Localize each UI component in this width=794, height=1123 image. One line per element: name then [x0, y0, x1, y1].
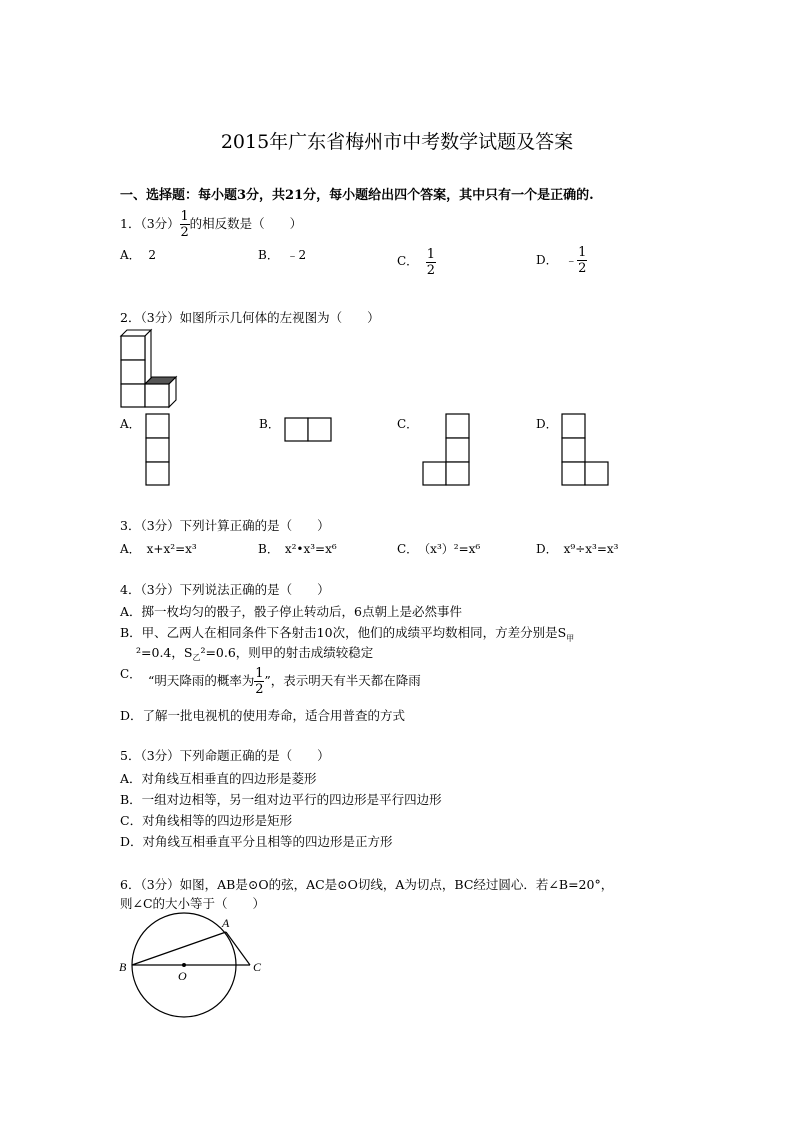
question-2-option-d: D． [536, 417, 558, 431]
circle-diagram [116, 915, 276, 1015]
label-b: B [119, 960, 127, 974]
question-3-option-d: D． x⁹÷x³=x³ [536, 542, 619, 556]
option-text: ²=0.6，则甲的射击成绩较稳定 [200, 645, 374, 660]
option-label: C． [397, 254, 419, 268]
question-5-option-c: C．对角线相等的四边形是矩形 [120, 813, 293, 828]
fraction-denominator: 2 [426, 263, 435, 278]
cube-front [121, 336, 145, 360]
question-6-line1: 6．（3分）如图，AB是⊙O的弦，AC是⊙O切线，A为切点，BC经过圆心．若∠B=20°， [120, 877, 614, 892]
fraction-denominator: 2 [255, 682, 264, 697]
fraction-denominator: 2 [180, 225, 189, 240]
cube-front [121, 384, 145, 407]
question-1-option-c [397, 246, 436, 277]
option-label: D． [536, 253, 558, 267]
fraction-numerator: 1 [180, 209, 189, 224]
question-4: 4．（3分）下列说法正确的是（ ） [120, 582, 330, 597]
question-5-option-b: B．一组对边相等，另一组对边平行的四边形是平行四边形 [120, 792, 442, 807]
question-6-line2: 则∠C的大小等于（ ） [120, 896, 266, 911]
question-2: 2．（3分）如图所示几何体的左视图为（ ） [120, 310, 380, 325]
option-text: ”，表示明天有半天都在降雨 [264, 673, 421, 688]
chord-ab [132, 932, 226, 965]
fraction-denominator: 2 [578, 261, 587, 276]
option-text: “明天降雨的概率为 [148, 673, 255, 688]
question-4-option-a: A．掷一枚均匀的骰子，骰子停止转动后，6点朝上是必然事件 [120, 604, 462, 619]
center-point [182, 963, 186, 967]
option-sign: ﹣ [565, 253, 578, 267]
question-2-option-c: C． [397, 417, 419, 431]
question-5-option-d: D．对角线互相垂直平分且相等的四边形是正方形 [120, 834, 393, 849]
view-option-a [146, 414, 170, 486]
subscript: 甲 [566, 634, 575, 643]
subscript: 乙 [192, 653, 201, 662]
fraction-numerator: 1 [578, 245, 587, 260]
question-1-suffix: 的相反数是（ ） [189, 216, 303, 231]
fraction-numerator: 1 [426, 247, 435, 262]
cube-front [121, 360, 145, 384]
question-1-option-b [258, 246, 306, 263]
question-2-option-b: B． [259, 417, 280, 431]
question-1 [120, 210, 302, 239]
cube-front [145, 384, 169, 407]
label-c: C [253, 960, 262, 974]
question-4-option-b-line2 [136, 643, 373, 663]
page-title: 2015年广东省梅州市中考数学试题及答案 [220, 131, 574, 153]
option-label: A． [120, 248, 141, 262]
question-1-fraction [180, 210, 190, 239]
label-o: O [178, 969, 187, 983]
view-option-b [285, 418, 333, 442]
fraction-numerator: 1 [255, 666, 264, 681]
question-1-option-a [120, 246, 156, 263]
cube-side-face [145, 330, 151, 384]
option-fraction [426, 248, 436, 277]
label-a: A [222, 916, 230, 930]
option-label: B． [258, 248, 279, 262]
section-heading: 一、选择题：每小题3分，共21分，每小题给出四个答案，其中只有一个是正确的. [120, 188, 594, 203]
question-4-option-c-label: C． [120, 667, 142, 681]
solid-figure-3d [118, 332, 188, 407]
question-2-option-a: A． [120, 417, 141, 431]
tangent-ac [226, 932, 250, 965]
question-1-option-d [536, 246, 587, 275]
option-fraction [577, 246, 587, 275]
question-3-option-a: A． x+x²=x³ [120, 542, 197, 556]
question-1-prefix: 1．（3分） [120, 216, 180, 231]
question-4-option-d: D．了解一批电视机的使用寿命，适合用普查的方式 [120, 708, 406, 723]
question-4-option-c [148, 667, 421, 696]
view-option-d [562, 414, 610, 486]
question-3-option-b: B． x²•x³=x⁶ [258, 542, 337, 556]
question-3-option-c: C． （x³）²=x⁶ [397, 542, 481, 556]
view-option-c [423, 414, 471, 486]
question-4-option-b-line1 [120, 623, 574, 644]
option-text: ²=0.4，S [136, 645, 193, 660]
option-text: B．甲、乙两人在相同条件下各射击10次，他们的成绩平均数相同，方差分别是S [120, 625, 567, 640]
question-5: 5．（3分）下列命题正确的是（ ） [120, 748, 330, 763]
question-5-option-a: A．对角线互相垂直的四边形是菱形 [120, 771, 317, 786]
option-text: 2 [148, 248, 156, 262]
option-text: ﹣2 [286, 248, 307, 262]
question-3: 3．（3分）下列计算正确的是（ ） [120, 518, 330, 533]
option-fraction [254, 667, 264, 696]
